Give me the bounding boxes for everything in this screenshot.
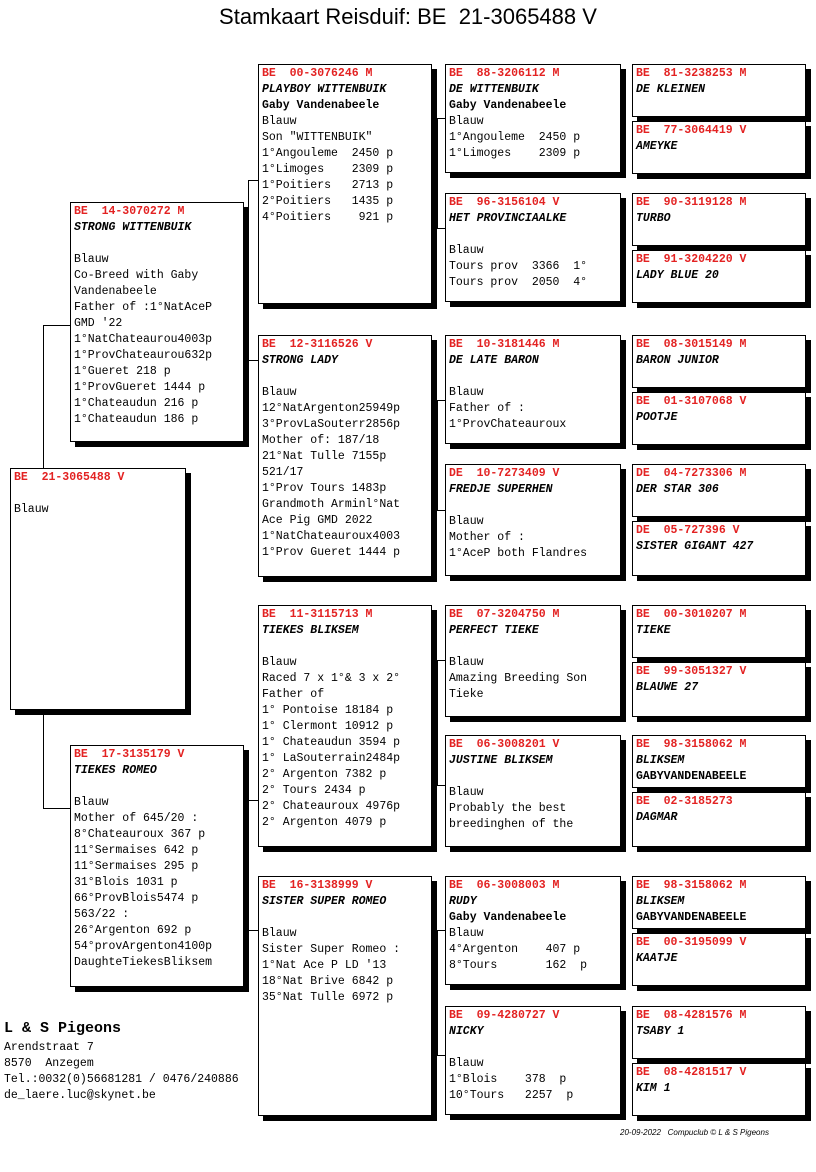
pedigree-line: 11°Sermaises 295 p xyxy=(74,860,199,873)
pigeon-name: BLIKSEM xyxy=(636,754,685,767)
pedigree-line: Blauw xyxy=(449,927,484,940)
pigeon-name: RUDY xyxy=(449,895,477,908)
ring-number: BE 00-3076246 M xyxy=(262,67,373,80)
connector-line xyxy=(248,360,258,361)
pedigree-line: 521/17 xyxy=(262,466,304,479)
pedigree-line: Tieke xyxy=(449,688,484,701)
connector-line xyxy=(625,495,626,550)
owner-street: Arendstraat 7 xyxy=(4,1041,94,1054)
pedigree-line: 8°Tours 162 p xyxy=(449,959,588,972)
ring-number: BE 98-3158062 M xyxy=(636,879,747,892)
pedigree-line: Blauw xyxy=(449,786,484,799)
pedigree-line: 4°Poitiers 921 p xyxy=(262,211,394,224)
pedigree-line: 54°provArgenton4100p xyxy=(74,940,213,953)
connector-line xyxy=(248,180,249,220)
pigeon-name: DE LATE BARON xyxy=(449,354,539,367)
connector-line xyxy=(625,225,626,280)
pedigree-line: 12°NatArgenton25949p xyxy=(262,402,401,415)
connector-line xyxy=(248,180,258,181)
connector-line xyxy=(625,365,626,420)
pedigree-line: Co-Breed with Gaby xyxy=(74,269,199,282)
connector-line xyxy=(437,118,438,228)
pedigree-line: Blauw xyxy=(449,244,484,257)
pigeon-card-gen4 xyxy=(632,64,806,117)
pedigree-line: 1°Prov Tours 1483p xyxy=(262,482,387,495)
pedigree-line: 1°AceP both Flandres xyxy=(449,547,588,560)
pigeon-name: TIEKES ROMEO xyxy=(74,764,157,777)
ring-number: BE 10-3181446 M xyxy=(449,338,560,351)
ring-number: DE 05-727396 V xyxy=(636,524,740,537)
pedigree-line: 1°ProvChateaurou632p xyxy=(74,349,213,362)
ring-number: BE 90-3119128 M xyxy=(636,196,747,209)
pedigree-line: Blauw xyxy=(262,386,297,399)
pedigree-line: 1°Blois 378 p xyxy=(449,1073,567,1086)
pigeon-name: TURBO xyxy=(636,212,671,225)
connector-line xyxy=(43,808,70,809)
pigeon-card-gen3 xyxy=(445,735,621,847)
ring-number: BE 81-3238253 M xyxy=(636,67,747,80)
pigeon-name: TIEKE xyxy=(636,624,671,637)
pigeon-card-gen3 xyxy=(445,464,621,576)
connector-line xyxy=(43,714,44,809)
pedigree-line: Blauw xyxy=(449,115,484,128)
connector-line xyxy=(437,660,438,785)
ring-number: BE 08-4281576 M xyxy=(636,1009,747,1022)
pigeon-card-gen4 xyxy=(632,521,806,576)
ring-number: BE 11-3115713 M xyxy=(262,608,373,621)
pigeon-card-sire xyxy=(70,202,244,442)
pedigree-line: Mother of: 187/18 xyxy=(262,434,380,447)
pedigree-line: 3°ProvLaSouterr2856p xyxy=(262,418,401,431)
pedigree-line: Probably the best xyxy=(449,802,567,815)
breeder-name: GABYVANDENABEELE xyxy=(636,770,747,783)
pigeon-name: PERFECT TIEKE xyxy=(449,624,539,637)
ring-number: BE 12-3116526 V xyxy=(262,338,373,351)
pigeon-card-gen4 xyxy=(632,792,806,847)
pedigree-line xyxy=(449,498,617,514)
pedigree-line: 2° Tours 2434 p xyxy=(262,784,366,797)
pigeon-card-gen4 xyxy=(632,193,806,246)
pedigree-line xyxy=(74,236,240,252)
pedigree-line xyxy=(262,910,428,926)
pedigree-line: Sister Super Romeo : xyxy=(262,943,401,956)
connector-line xyxy=(248,800,249,850)
connector-line xyxy=(437,118,445,119)
pigeon-card-gen4 xyxy=(632,464,806,517)
ring-number: BE 01-3107068 V xyxy=(636,395,747,408)
pigeon-card-gen4 xyxy=(632,933,806,986)
pigeon-card-gen3 xyxy=(445,193,621,302)
connector-line xyxy=(437,510,445,511)
pigeon-card-granddam-maternal xyxy=(258,876,432,1116)
pigeon-name: STRONG WITTENBUIK xyxy=(74,221,192,234)
pedigree-line: Blauw xyxy=(74,796,109,809)
pedigree-line: 1°Chateaudun 186 p xyxy=(74,413,199,426)
pigeon-name: KIM 1 xyxy=(636,1082,671,1095)
pedigree-line xyxy=(449,769,617,785)
ring-number: BE 09-4280727 V xyxy=(449,1009,560,1022)
pigeon-card-gen3 xyxy=(445,605,621,717)
pedigree-line xyxy=(74,779,240,795)
pigeon-card-gen4 xyxy=(632,1063,806,1116)
pedigree-line: 2° Argenton 4079 p xyxy=(262,816,387,829)
pedigree-line: 10°Tours 2257 p xyxy=(449,1089,574,1102)
connector-line xyxy=(437,785,445,786)
ring-number: BE 08-3015149 M xyxy=(636,338,747,351)
owner-city: 8570 Anzegem xyxy=(4,1057,94,1070)
pedigree-line: 1°Poitiers 2713 p xyxy=(262,179,394,192)
pigeon-card-gen3 xyxy=(445,335,621,444)
pedigree-line: Blauw xyxy=(449,656,484,669)
ring-number: BE 08-4281517 V xyxy=(636,1066,747,1079)
pigeon-card-subject xyxy=(10,468,186,710)
pigeon-name: POOTJE xyxy=(636,411,678,424)
pedigree-line: 1°ProvGueret 1444 p xyxy=(74,381,206,394)
ring-number: BE 02-3185273 xyxy=(636,795,733,808)
pedigree-line: 1°Nat Ace P LD '13 xyxy=(262,959,387,972)
ring-number: BE 07-3204750 M xyxy=(449,608,560,621)
connector-line xyxy=(437,228,445,229)
pigeon-name: DAGMAR xyxy=(636,811,678,824)
pedigree-line: Tours prov 2050 4° xyxy=(449,276,588,289)
connector-line xyxy=(437,400,438,510)
pigeon-card-grandsire-maternal xyxy=(258,605,432,847)
pedigree-line xyxy=(262,639,428,655)
pigeon-name: BARON JUNIOR xyxy=(636,354,719,367)
ring-number: BE 91-3204220 V xyxy=(636,253,747,266)
pigeon-card-gen4 xyxy=(632,392,806,445)
pedigree-line: Raced 7 x 1°& 3 x 2° xyxy=(262,672,401,685)
owner-phone: Tel.:0032(0)56681281 / 0476/240886 xyxy=(4,1073,239,1086)
ring-number: BE 16-3138999 V xyxy=(262,879,373,892)
pedigree-line: Blauw xyxy=(262,656,297,669)
pedigree-line xyxy=(262,369,428,385)
connector-line xyxy=(43,325,44,468)
pigeon-name: BLIKSEM xyxy=(636,895,685,908)
pedigree-line xyxy=(449,369,617,385)
connector-line xyxy=(43,325,70,326)
connector-line xyxy=(437,930,445,931)
connector-line xyxy=(625,1040,626,1090)
pedigree-line: Blauw xyxy=(449,515,484,528)
ring-number: BE 96-3156104 V xyxy=(449,196,560,209)
pedigree-line: Vandenabeele xyxy=(74,285,157,298)
breeder-name: GABYVANDENABEELE xyxy=(636,911,747,924)
pedigree-line: Blauw xyxy=(262,927,297,940)
pedigree-line: 2° Argenton 7382 p xyxy=(262,768,387,781)
pedigree-line: Grandmoth Arminl°Nat xyxy=(262,498,401,511)
pedigree-line: Father of :1°NatAceP xyxy=(74,301,213,314)
pigeon-card-gen4 xyxy=(632,662,806,717)
ring-number: BE 06-3008003 M xyxy=(449,879,560,892)
pedigree-line xyxy=(449,227,617,243)
pigeon-card-gen4 xyxy=(632,250,806,303)
pedigree-line: Amazing Breeding Son xyxy=(449,672,588,685)
pedigree-line: 4°Argenton 407 p xyxy=(449,943,581,956)
pedigree-line: Mother of : xyxy=(449,531,525,544)
pedigree-line: 8°Chateauroux 367 p xyxy=(74,828,206,841)
breeder-name: Gaby Vandenabeele xyxy=(262,99,380,112)
pigeon-name: JUSTINE BLIKSEM xyxy=(449,754,553,767)
pigeon-card-gen4 xyxy=(632,335,806,388)
pigeon-name: KAATJE xyxy=(636,952,678,965)
pedigree-line: GMD '22 xyxy=(74,317,123,330)
pigeon-name: LADY BLUE 20 xyxy=(636,269,719,282)
ring-number: BE 21-3065488 V xyxy=(14,471,125,484)
ring-number: BE 00-3195099 V xyxy=(636,936,747,949)
pigeon-name: HET PROVINCIAALKE xyxy=(449,212,567,225)
pigeon-name: SISTER GIGANT 427 xyxy=(636,540,754,553)
pigeon-name: TIEKES BLIKSEM xyxy=(262,624,359,637)
pigeon-name: DE KLEINEN xyxy=(636,83,706,96)
pedigree-line xyxy=(449,1040,617,1056)
ring-number: BE 99-3051327 V xyxy=(636,665,747,678)
pedigree-line: 1°Limoges 2309 p xyxy=(262,163,394,176)
pedigree-line: Blauw xyxy=(14,503,49,516)
pedigree-line: 21°Nat Tulle 7155p xyxy=(262,450,387,463)
pedigree-line: Blauw xyxy=(262,115,297,128)
pigeon-card-gen4 xyxy=(632,735,806,788)
ring-number: DE 10-7273409 V xyxy=(449,467,560,480)
pedigree-line: 1°Angouleme 2450 p xyxy=(449,131,581,144)
ring-number: DE 04-7273306 M xyxy=(636,467,747,480)
connector-line xyxy=(625,640,626,690)
breeder-name: Gaby Vandenabeele xyxy=(449,99,567,112)
pigeon-card-gen3 xyxy=(445,64,621,173)
pedigree-line: 66°ProvBlois5474 p xyxy=(74,892,199,905)
pedigree-line: 2° Chateauroux 4976p xyxy=(262,800,401,813)
ring-number: BE 98-3158062 M xyxy=(636,738,747,751)
pedigree-line: 1° Chateaudun 3594 p xyxy=(262,736,401,749)
ring-number: BE 00-3010207 M xyxy=(636,608,747,621)
pedigree-line: Son "WITTENBUIK" xyxy=(262,131,373,144)
connector-line xyxy=(437,660,445,661)
pigeon-name: AMEYKE xyxy=(636,140,678,153)
connector-line xyxy=(248,930,249,970)
connector-line xyxy=(625,770,626,825)
pedigree-line: 11°Sermaises 642 p xyxy=(74,844,199,857)
pedigree-line: 31°Blois 1031 p xyxy=(74,876,178,889)
pedigree-line: Father of : xyxy=(449,402,525,415)
pedigree-line: 1°Gueret 218 p xyxy=(74,365,171,378)
page-title: Stamkaart Reisduif: BE 21-3065488 V xyxy=(219,4,597,29)
owner-name: L & S Pigeons xyxy=(4,1020,122,1037)
connector-line xyxy=(248,930,258,931)
pedigree-line: 1°Chateaudun 216 p xyxy=(74,397,199,410)
pigeon-card-gen4 xyxy=(632,121,806,174)
pedigree-line: 26°Argenton 692 p xyxy=(74,924,192,937)
pigeon-name: DER STAR 306 xyxy=(636,483,719,496)
pedigree-line: Blauw xyxy=(74,253,109,266)
pedigree-line: 1°Angouleme 2450 p xyxy=(262,147,394,160)
pedigree-line: 1°NatChateauroux4003 xyxy=(262,530,401,543)
pigeon-name: FREDJE SUPERHEN xyxy=(449,483,553,496)
pedigree-line: 1° Pontoise 18184 p xyxy=(262,704,394,717)
pedigree-line: DaughteTiekesBliksem xyxy=(74,956,213,969)
breeder-name: Gaby Vandenabeele xyxy=(449,911,567,924)
pigeon-card-gen3 xyxy=(445,876,621,985)
pedigree-line: 563/22 : xyxy=(74,908,130,921)
ring-number: BE 06-3008201 V xyxy=(449,738,560,751)
pedigree-line: Ace Pig GMD 2022 xyxy=(262,514,373,527)
pigeon-card-gen4 xyxy=(632,1006,806,1059)
connector-line xyxy=(248,800,258,801)
pigeon-card-gen4 xyxy=(632,876,806,929)
connector-line xyxy=(437,930,438,1055)
pedigree-line: 35°Nat Tulle 6972 p xyxy=(262,991,394,1004)
pigeon-name: STRONG LADY xyxy=(262,354,338,367)
ring-number: BE 17-3135179 V xyxy=(74,748,185,761)
pigeon-name: BLAUWE 27 xyxy=(636,681,699,694)
pedigree-line: 2°Poitiers 1435 p xyxy=(262,195,394,208)
footer-note: 20-09-2022 Compuclub © L & S Pigeons xyxy=(620,1128,769,1137)
pedigree-line: breedinghen of the xyxy=(449,818,574,831)
ring-number: BE 14-3070272 M xyxy=(74,205,185,218)
ring-number: BE 77-3064419 V xyxy=(636,124,747,137)
pedigree-line: 1°Prov Gueret 1444 p xyxy=(262,546,401,559)
connector-line xyxy=(625,910,626,965)
pedigree-line xyxy=(449,639,617,655)
pedigree-line: Blauw xyxy=(449,386,484,399)
owner-block xyxy=(4,1018,239,1104)
pedigree-line: 1° Clermont 10912 p xyxy=(262,720,394,733)
pedigree-line: Father of xyxy=(262,688,325,701)
pedigree-line: 1° LaSouterrain2484p xyxy=(262,752,401,765)
owner-email: de_laere.luc@skynet.be xyxy=(4,1089,156,1102)
pedigree-line: 1°ProvChateauroux xyxy=(449,418,567,431)
pigeon-name: TSABY 1 xyxy=(636,1025,685,1038)
pedigree-line: 1°NatChateaurou4003p xyxy=(74,333,213,346)
pigeon-name: NICKY xyxy=(449,1025,484,1038)
pigeon-card-granddam-paternal xyxy=(258,335,432,577)
pigeon-name: SISTER SUPER ROMEO xyxy=(262,895,387,908)
pedigree-line: Tours prov 3366 1° xyxy=(449,260,588,273)
pigeon-card-grandsire-paternal xyxy=(258,64,432,304)
connector-line xyxy=(437,1055,445,1056)
pigeon-card-gen4 xyxy=(632,605,806,658)
connector-line xyxy=(437,400,445,401)
pigeon-card-dam xyxy=(70,745,244,987)
pigeon-name: PLAYBOY WITTENBUIK xyxy=(262,83,387,96)
connector-line xyxy=(625,95,626,150)
connector-line xyxy=(248,320,249,360)
ring-number: BE 88-3206112 M xyxy=(449,67,560,80)
pigeon-name: DE WITTENBUIK xyxy=(449,83,539,96)
pedigree-line: Mother of 645/20 : xyxy=(74,812,199,825)
pedigree-line: 1°Limoges 2309 p xyxy=(449,147,581,160)
pedigree-line: Blauw xyxy=(449,1057,484,1070)
pedigree-line xyxy=(14,486,182,502)
pigeon-card-gen3 xyxy=(445,1006,621,1115)
pedigree-line: 18°Nat Brive 6842 p xyxy=(262,975,394,988)
